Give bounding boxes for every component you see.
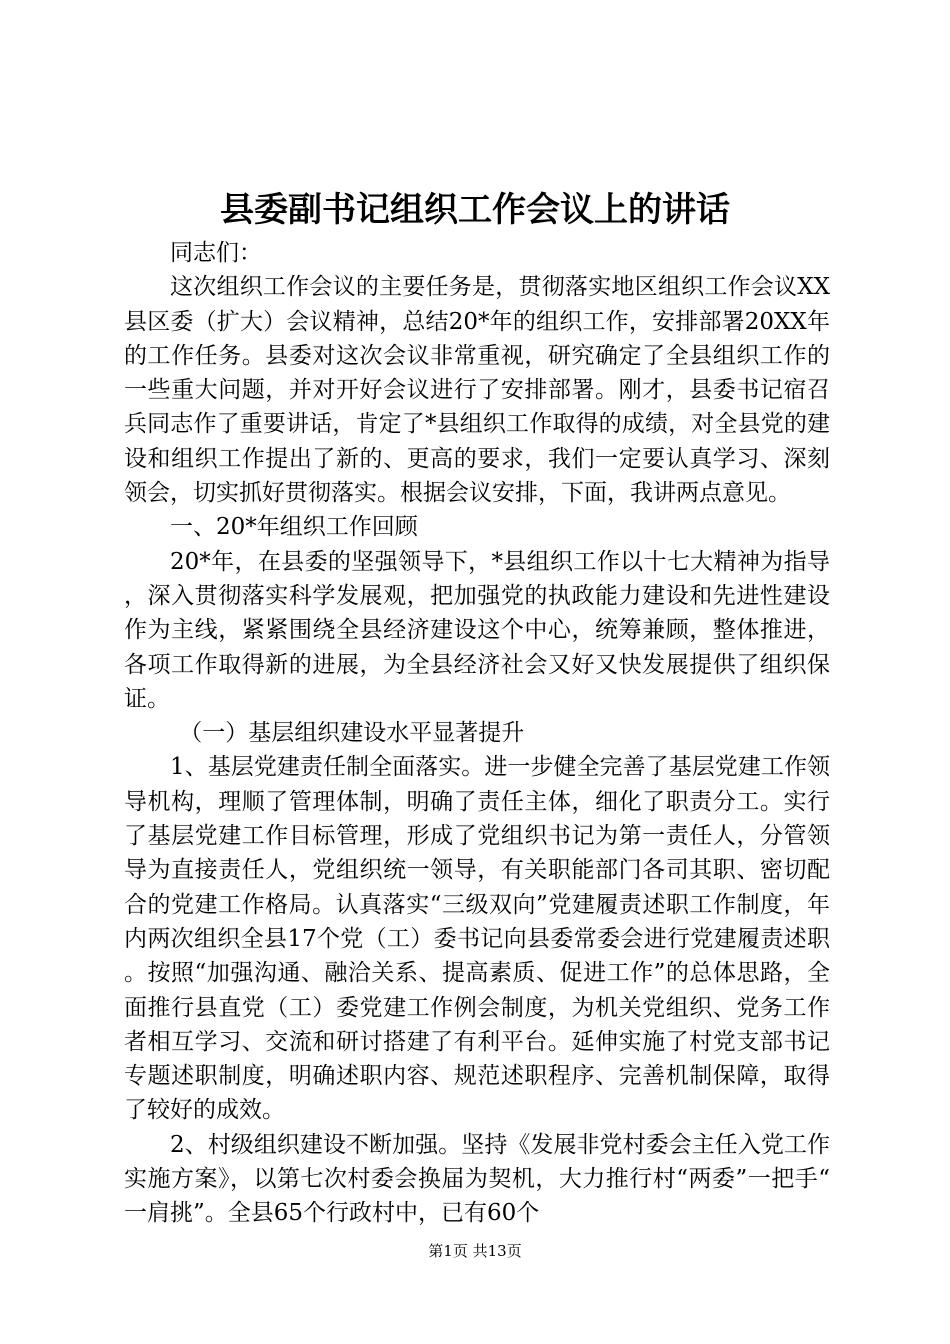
section-heading: 一、20*年组织工作回顾 bbox=[170, 514, 418, 541]
salutation: 同志们： bbox=[170, 240, 262, 266]
paragraph-review: 20*年，在县委的坚强领导下，*县组织工作以十七大精神为指导，深入贯彻落实科学发展观，把加强党的执政能力建设和先进性建设作为主线，紧紧围绕全县经济建设这个中心，统筹兼顾，整体推进，各项工作取得新的进展，为全县经济社会又好又快发展提供了组织保证。 bbox=[124, 548, 830, 712]
paragraph-item-2: 2、村级组织建设不断加强。坚持《发展非党村委会主任入党工作实施方案》，以第七次村委会换届为契机，大力推行村“两委”一把手“一肩挑”。全县65个行政村中，已有60个 bbox=[124, 1131, 830, 1227]
document-title: 县委副书记组织工作会议上的讲话 bbox=[220, 190, 730, 230]
page-footer: 第1页 共13页 bbox=[428, 1242, 522, 1260]
paragraph-item-1: 1、基层党建责任制全面落实。进一步健全完善了基层党建工作领导机构，理顺了管理体制，明确了责任主体，细化了职责分工。实行了基层党建工作目标管理，形成了党组织书记为第一责任人，分管领导为直接责任人，党组织统一领导，有关职能部门各司其职、密切配合的党建工作格局。认真落实“三级双向”党建履责述职工作制度，年内两次组织全县17个党（工）委书记向县委常委会进行党建履责述职。按照“加强沟通、融洽关系、提高素质、促进工作”的总体思路，全面推行县直党（工）委党建工作例会制度，为机关党组织、党务工作者相互学习、交流和研讨搭建了有利平台。延伸实施了村党支部书记专题述职制度，明确述职内容、规范述职程序、完善机制保障，取得了较好的成效。 bbox=[124, 754, 830, 1124]
paragraph-intro: 这次组织工作会议的主要任务是，贯彻落实地区组织工作会议XX县区委（扩大）会议精神，总结20*年的组织工作，安排部署20XX年的工作任务。县委对这次会议非常重视，研究确定了全县组织工作的一些重大问题，并对开好会议进行了安排部署。刚才，县委书记宿召兵同志作了重要讲话，肯定了*县组织工作取得的成绩，对全县党的建设和组织工作提出了新的、更高的要求，我们一定要认真学习、深刻领会，切实抓好贯彻落实。根据会议安排，下面，我讲两点意见。 bbox=[124, 274, 830, 507]
subsection-heading: （一）基层组织建设水平显著提升 bbox=[179, 720, 525, 747]
document-body bbox=[124, 236, 830, 1231]
